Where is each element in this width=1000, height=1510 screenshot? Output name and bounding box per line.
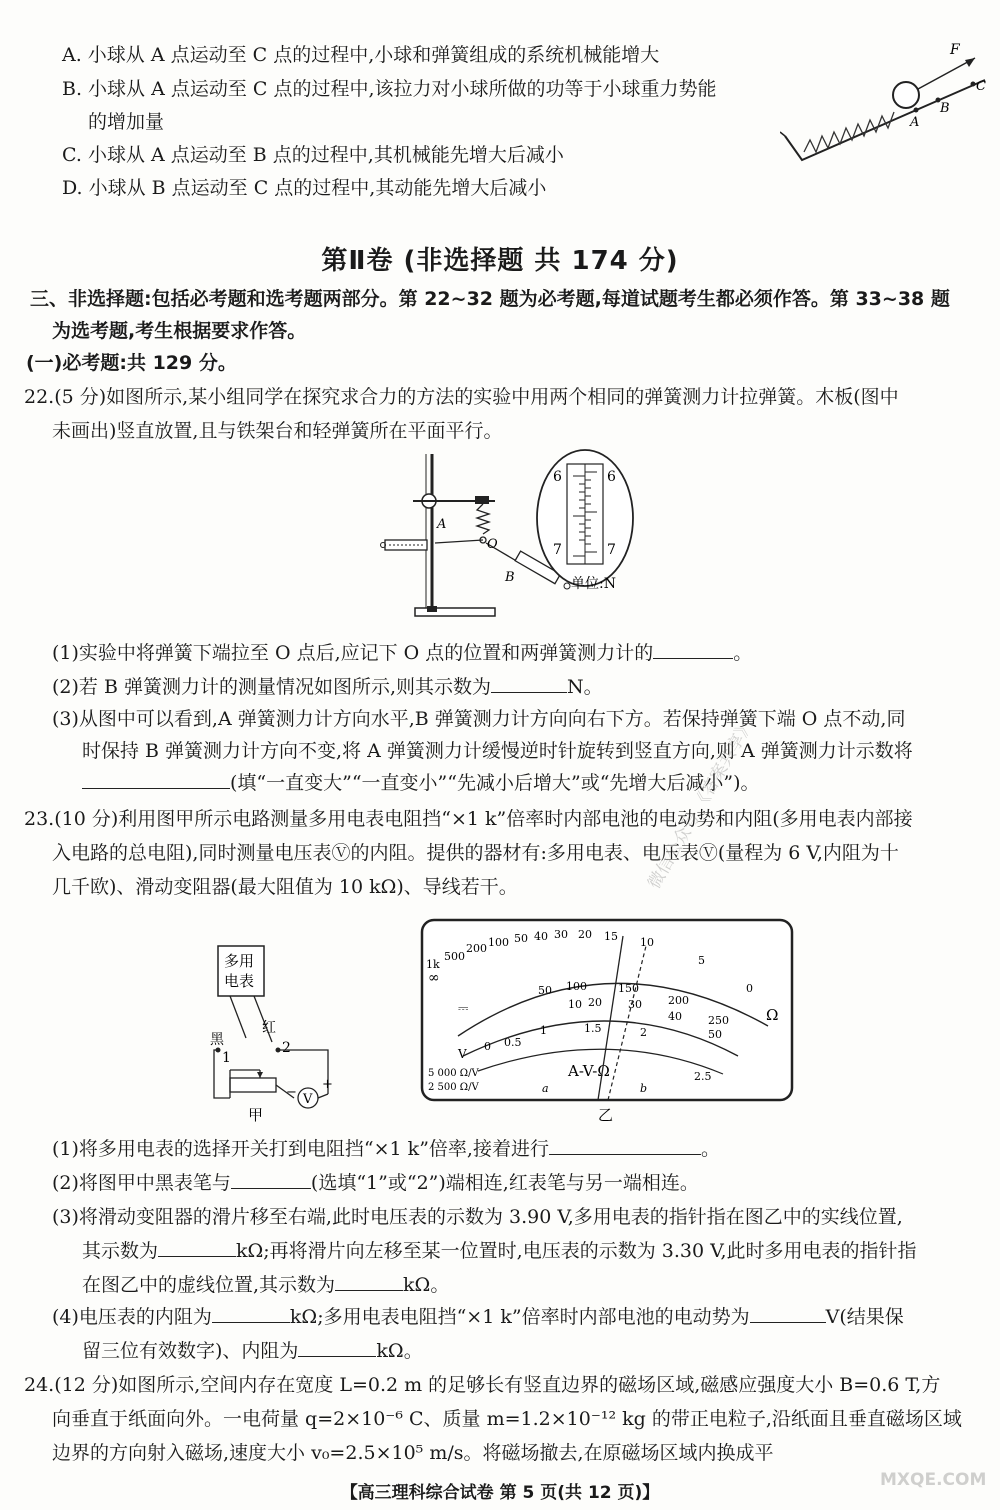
v-low-0: 0 — [484, 1040, 491, 1053]
meter-center-label: A-V-Ω — [568, 1062, 610, 1080]
v-tick-100: 100 — [566, 980, 587, 993]
v-mid-10: 10 — [568, 998, 582, 1011]
v-tick-50: 50 — [538, 984, 552, 997]
scale-6-right: 6 — [607, 469, 616, 485]
q23-part4-cont: 留三位有效数字)、内阻为 kΩ。 — [82, 1340, 423, 1362]
ohm-tick-30: 30 — [554, 928, 568, 941]
section-intro: 三、非选择题:包括必考题和选考题两部分。第 22~32 题为必考题,每道试题考生都必须作答。第 33~38 题 — [30, 288, 950, 310]
force-f-label: F — [950, 42, 960, 58]
watermark-wechat: 微信公众号 《答案共享》 — [644, 715, 758, 893]
v-low-0.5: 0.5 — [504, 1036, 522, 1049]
terminal-2-label: 2 — [282, 1040, 291, 1056]
q23-part3-cont2: 在图乙中的虚线位置,其示数为 kΩ。 — [82, 1274, 450, 1296]
v-low-2: 2 — [640, 1026, 647, 1039]
answer-blank-q23-1[interactable] — [549, 1136, 701, 1155]
meter-label-2: 电表 — [224, 972, 255, 990]
point-b-dial: b — [640, 1082, 648, 1095]
q22-stem: 22.(5 分)如图所示,某小组同学在探究求合力的方法的实验中用两个相同的弹簧测力计拉弹簧。木板(图中 — [24, 386, 899, 408]
q22-part1: (1)实验中将弹簧下端拉至 O 点后,应记下 O 点的位置和两弹簧测力计的 。 — [52, 642, 753, 664]
q21-option-d: D. 小球从 B 点运动至 C 点的过程中,其动能先增大后减小 — [62, 177, 547, 199]
v-mid-20: 20 — [588, 996, 602, 1009]
section-title: 第Ⅱ卷 (非选择题 共 174 分) — [321, 246, 679, 276]
minus-terminal: − — [286, 1085, 297, 1100]
q23-stem: 23.(10 分)利用图甲所示电路测量多用电表电阻挡“×1 k”倍率时内部电池的电动势和内阻(多用电表内部接 — [24, 808, 913, 830]
ac-v-label: V — [458, 1047, 467, 1061]
answer-blank-q23-2[interactable] — [231, 1170, 311, 1189]
spring-balance-figure — [375, 448, 645, 633]
v-mid-40: 40 — [668, 1010, 682, 1023]
q21-option-b: B. 小球从 A 点运动至 C 点的过程中,该拉力对小球所做的功等于小球重力势能 — [62, 78, 717, 100]
q21-option-b-cont: 的增加量 — [88, 111, 165, 133]
ohm-tick-15: 15 — [604, 930, 618, 943]
q23-part2: (2)将图甲中黑表笔与 (选填“1”或“2”)端相连,红表笔与另一端相连。 — [52, 1172, 699, 1194]
q23-part1: (1)将多用电表的选择开关打到电阻挡“×1 k”倍率,接着进行 。 — [52, 1138, 720, 1160]
v-mid-50: 50 — [708, 1028, 722, 1041]
answer-blank-q22-2[interactable] — [491, 674, 567, 693]
answer-blank-q23-4b[interactable] — [750, 1304, 826, 1323]
sensitivity-2500: 2 500 Ω/V — [428, 1082, 479, 1093]
answer-blank-q23-3a[interactable] — [158, 1238, 236, 1257]
q22-stem-cont: 未画出)竖直放置,且与铁架台和轻弹簧所在平面平行。 — [52, 420, 503, 442]
black-probe-label: 黑 — [210, 1032, 224, 1048]
dc-symbol: ⎓ — [458, 1001, 469, 1016]
section-subtitle: (一)必考题:共 129 分。 — [26, 352, 237, 374]
ohm-unit-label: Ω — [766, 1006, 779, 1024]
ohm-tick-1k: 1k — [426, 958, 440, 971]
ohm-tick-10: 10 — [640, 936, 654, 949]
ohm-tick-50: 50 — [514, 932, 528, 945]
answer-blank-q23-4a[interactable] — [212, 1304, 290, 1323]
scale-7-right: 7 — [607, 542, 616, 558]
infinity-label: ∞ — [428, 970, 440, 986]
unit-label: 单位:N — [571, 576, 616, 592]
point-c-label: C — [976, 79, 986, 94]
ohm-tick-100: 100 — [488, 936, 509, 949]
section-intro-cont: 为选考题,考生根据要求作答。 — [52, 320, 307, 342]
scale-7-left: 7 — [553, 542, 562, 558]
voltmeter-symbol: V — [303, 1092, 313, 1107]
ohm-tick-5: 5 — [698, 954, 705, 967]
q22-part2: (2)若 B 弹簧测力计的测量情况如图所示,则其示数为 N。 — [52, 676, 603, 698]
incline-spring-figure — [780, 40, 990, 170]
point-a-label: A — [910, 115, 920, 130]
v-low-1.5: 1.5 — [584, 1022, 602, 1035]
answer-blank-q23-4c[interactable] — [298, 1338, 376, 1357]
answer-blank-q23-3b[interactable] — [335, 1272, 403, 1291]
ohm-tick-500: 500 — [444, 950, 465, 963]
ohm-tick-40: 40 — [534, 930, 548, 943]
q23-part3: (3)将滑动变阻器的滑片移至右端,此时电压表的示数为 3.90 V,多用电表的指针指在图乙中的实线位置, — [52, 1206, 903, 1228]
q21-option-c: C. 小球从 A 点运动至 B 点的过程中,其机械能先增大后减小 — [62, 144, 564, 166]
multimeter-dial-figure — [418, 916, 798, 1126]
answer-blank-q22-1[interactable] — [653, 640, 733, 659]
scale-6-left: 6 — [553, 469, 562, 485]
q23-stem-cont2: 几千欧)、滑动变阻器(最大阻值为 10 kΩ)、导线若干。 — [52, 876, 518, 898]
sensitivity-5000: 5 000 Ω/V — [428, 1068, 479, 1079]
spring-a-label: A — [437, 517, 447, 532]
point-a-dial: a — [542, 1082, 549, 1095]
q24-line-2: 向垂直于纸面向外。一电荷量 q=2×10⁻⁶ C、质量 m=1.2×10⁻¹² kg 的带正电粒子,沿纸面且垂直磁场区域 — [52, 1408, 962, 1430]
plus-terminal: + — [322, 1077, 333, 1092]
q24-line-1: 24.(12 分)如图所示,空间内存在宽度 L=0.2 m 的足够长有竖直边界的磁场区域,磁感应强度大小 B=0.6 T,方 — [24, 1374, 941, 1396]
point-b-label: B — [940, 101, 950, 116]
meter-label-1: 多用 — [224, 952, 255, 970]
q23-part3-cont: 其示数为 kΩ;再将滑片向左移至某一位置时,电压表的示数为 3.30 V,此时多用电表的指针指 — [82, 1240, 917, 1262]
q22-part3: (3)从图中可以看到,A 弹簧测力计方向水平,B 弹簧测力计方向向右下方。若保持弹簧下端 O 点不动,同 — [52, 708, 906, 730]
ohm-tick-200: 200 — [466, 942, 487, 955]
v-tick-150: 150 — [618, 982, 639, 995]
figure-jia-caption: 甲 — [248, 1106, 264, 1124]
q22-part3-cont: 时保持 B 弹簧测力计方向不变,将 A 弹簧测力计缓慢逆时针旋转到竖直方向,则 A 弹簧测力计示数将 — [82, 740, 913, 762]
page-footer: 【高三理科综合试卷 第 5 页(共 12 页)】 — [340, 1483, 660, 1503]
v-low-1: 1 — [540, 1024, 547, 1037]
circuit-figure — [200, 938, 360, 1128]
v-tick-250: 250 — [708, 1014, 729, 1027]
v-tick-200: 200 — [668, 994, 689, 1007]
spring-b-label: B — [505, 570, 515, 585]
watermark-site: MXQE.COM — [880, 1470, 987, 1490]
terminal-1-label: 1 — [222, 1050, 231, 1066]
v-mid-30: 30 — [628, 998, 642, 1011]
q23-stem-cont: 入电路的总电阻),同时测量电压表Ⓥ的内阻。提供的器材有:多用电表、电压表Ⓥ(量程为 6 V,内阻为十 — [52, 842, 899, 864]
q24-line-3: 边界的方向射入磁场,速度大小 v₀=2.5×10⁵ m/s。将磁场撤去,在原磁场区域内换成平 — [52, 1442, 774, 1464]
point-o-label: O — [487, 537, 498, 552]
ohm-tick-0: 0 — [746, 982, 753, 995]
answer-blank-q22-3[interactable] — [82, 770, 230, 789]
v-low-2.5: 2.5 — [694, 1070, 712, 1083]
q21-option-a: A. 小球从 A 点运动至 C 点的过程中,小球和弹簧组成的系统机械能增大 — [62, 44, 660, 66]
figure-yi-caption: 乙 — [598, 1106, 614, 1124]
q23-part4: (4)电压表的内阻为 kΩ;多用电表电阻挡“×1 k”倍率时内部电池的电动势为 V(结果保 — [52, 1306, 904, 1328]
red-probe-label: 红 — [262, 1020, 276, 1036]
q22-part3-options: (填“一直变大”“一直变小”“先减小后增大”或“先增大后减小”)。 — [82, 770, 760, 796]
ohm-tick-20: 20 — [578, 928, 592, 941]
